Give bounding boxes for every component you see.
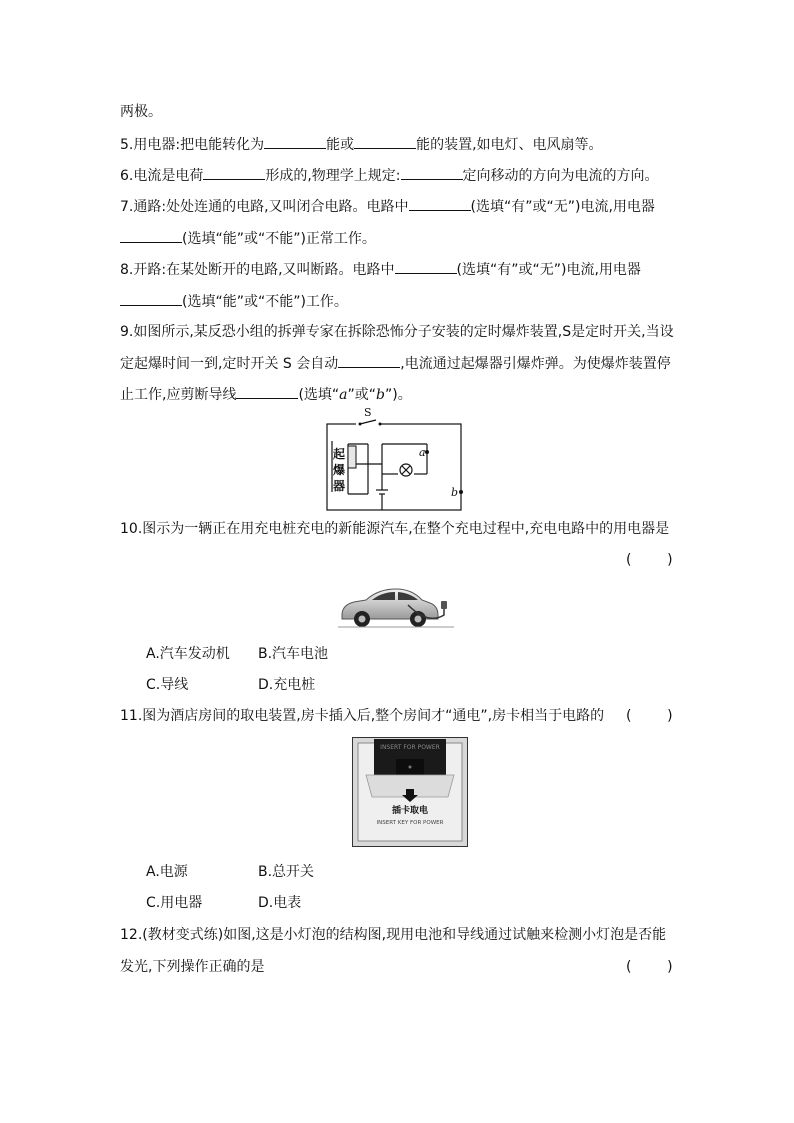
question-9-line-3 [120, 384, 412, 405]
q11-option-d[interactable]: D.电表 [258, 895, 302, 911]
q7-text-b: (选填“有”或“无”)电流,用电器 [470, 199, 655, 215]
question-9-line-2 [120, 353, 671, 374]
question-7-line-1 [120, 196, 655, 217]
q9-text-mid: ”或“ [347, 387, 377, 403]
q9-blank-2[interactable] [236, 384, 298, 399]
q9-text-b: ,电流通过起爆器引爆炸弹。为使爆炸装置停 [400, 356, 671, 372]
q10-option-a[interactable]: A.汽车发动机 [146, 646, 230, 662]
switch-label: S [364, 406, 372, 419]
q8-text-b: (选填“有”或“无”)电流,用电器 [456, 262, 641, 278]
q11-answer-paren[interactable]: ( ) [626, 708, 673, 724]
detonator-label-2: 爆 [333, 463, 346, 477]
q6-blank-2[interactable] [401, 165, 463, 180]
q4-tail: 两极。 [120, 104, 162, 120]
wire-a-dot [425, 450, 429, 454]
question-12-line-1: 12.(教材变式练)如图,这是小灯泡的结构图,现用电池和导线通过试触来检测小灯泡是否能 [120, 927, 667, 943]
q9-text-a: 定起爆时间一到,定时开关 S 会自动 [120, 356, 339, 372]
q10-option-b[interactable]: B.汽车电池 [258, 646, 329, 662]
q9-var-a: a [339, 387, 348, 403]
question-6 [120, 165, 659, 186]
question-8-line-2 [120, 291, 348, 312]
q6-text-c: 定向移动的方向为电流的方向。 [462, 168, 659, 184]
q5-text-a: 5.用电器:把电能转化为 [120, 137, 265, 153]
question-9-line-1: 9.如图所示,某反恐小组的拆弹专家在拆除恐怖分子安装的定时爆炸装置,S是定时开关,当设 [120, 324, 674, 340]
q9-var-b: b [376, 387, 386, 403]
q5-blank-1[interactable] [264, 134, 326, 149]
q7-text-c: (选填“能”或“不能”)正常工作。 [182, 231, 376, 247]
key-card-switch-image [352, 737, 468, 847]
q6-text-b: 形成的,物理学上规定: [265, 168, 401, 184]
circuit-diagram [320, 404, 470, 512]
card-sub-label: INSERT KEY FOR POWER [376, 820, 444, 826]
q7-blank-1[interactable] [409, 196, 471, 211]
question-11-line-1: 11.图为酒店房间的取电装置,房卡插入后,整个房间才“通电”,房卡相当于电路的 [120, 708, 605, 724]
car-charging-image [338, 585, 454, 629]
q9-text-d: (选填“ [298, 387, 340, 403]
detonator-element [348, 446, 356, 468]
wire-b-label: b [451, 486, 459, 499]
q8-blank-1[interactable] [395, 259, 457, 274]
detonator-label-1: 起 [333, 447, 346, 461]
q9-text-c: 止工作,应剪断导线 [120, 387, 237, 403]
q11-option-b[interactable]: B.总开关 [258, 864, 315, 880]
card-label: 插卡取电 [391, 806, 429, 816]
q12-answer-paren[interactable]: ( ) [626, 959, 673, 975]
q11-option-c[interactable]: C.用电器 [146, 895, 203, 911]
question-10-line-1: 10.图示为一辆正在用充电桩充电的新能源汽车,在整个充电过程中,充电电路中的用电器是 [120, 521, 670, 537]
wire-b-dot [459, 490, 463, 494]
q5-text-c: 能的装置,如电灯、电风扇等。 [416, 137, 603, 153]
question-5 [120, 134, 603, 155]
q10-option-c[interactable]: C.导线 [146, 677, 189, 693]
q9-blank-1[interactable] [338, 353, 400, 368]
question-12-line-2: 发光,下列操作正确的是 [120, 959, 265, 975]
q8-blank-2[interactable] [120, 291, 182, 306]
detonator-label-3: 器 [333, 479, 346, 493]
wire-a-label: a [419, 446, 426, 459]
question-8-line-1 [120, 259, 641, 280]
q10-answer-paren[interactable]: ( ) [626, 552, 673, 568]
card-top-text: INSERT FOR POWER [380, 744, 440, 751]
q6-text-a: 6.电流是电荷 [120, 168, 204, 184]
question-7-line-2 [120, 228, 376, 249]
q7-text-a: 7.通路:处处连通的电路,又叫闭合电路。电路中 [120, 199, 409, 215]
q5-text-b: 能或 [326, 137, 355, 153]
q8-text-a: 8.开路:在某处断开的电路,又叫断路。电路中 [120, 262, 395, 278]
q8-text-c: (选填“能”或“不能”)工作。 [182, 294, 348, 310]
q7-blank-2[interactable] [120, 228, 182, 243]
q10-option-d[interactable]: D.充电桩 [258, 677, 316, 693]
q9-text-end: ”)。 [385, 387, 412, 403]
q11-option-a[interactable]: A.电源 [146, 864, 188, 880]
q6-blank-1[interactable] [203, 165, 265, 180]
q5-blank-2[interactable] [354, 134, 416, 149]
